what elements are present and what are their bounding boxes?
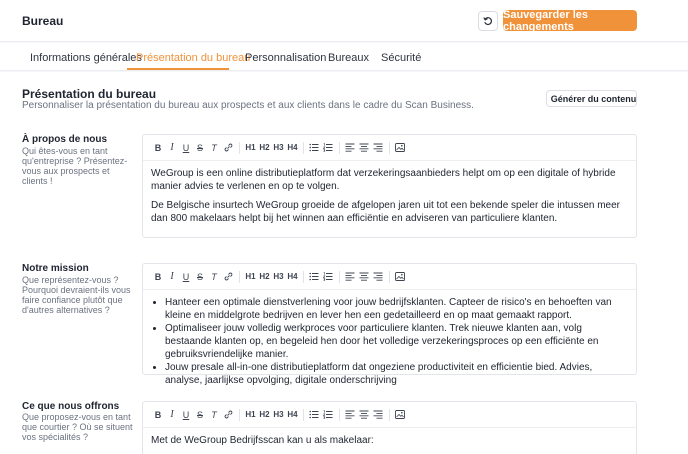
link-button[interactable] [222,408,234,421]
field-description-a-propos: Qui êtes-vous en tant qu'entreprise ? Présentez-vous aux prospects et clients ! [22,146,128,186]
toolbar-divider [339,271,340,283]
tab-presentation-bureau[interactable]: Présentation du bureau [136,52,251,64]
heading1-button[interactable]: H1 [245,143,256,152]
align-left-icon [345,272,355,281]
section-subtitle: Personnaliser la présentation du bureau aux prospects et aux clients dans le cadre du Scan Business. [22,100,474,111]
heading4-button[interactable]: H4 [287,272,298,281]
bold-button[interactable]: B [154,409,162,420]
clear-format-button[interactable]: T [211,409,217,420]
bold-button[interactable]: B [154,271,162,282]
page-title: Bureau [22,14,64,28]
numbered-list-icon [323,272,333,281]
align-center-icon [359,272,369,281]
paragraph: Met de WeGroup Bedrijfsscan kan u als makelaar: [151,435,374,446]
align-right-icon [373,143,383,152]
align-center-button[interactable] [358,408,370,421]
numbered-list-icon [323,143,333,152]
underline-button[interactable]: U [182,271,190,282]
strikethrough-button[interactable]: S [196,409,203,420]
save-changes-button[interactable]: Sauvegarder les changements [503,10,637,31]
toolbar-divider [303,409,304,421]
heading4-button[interactable]: H4 [287,143,298,152]
strikethrough-button[interactable]: S [196,271,203,282]
active-tab-indicator [127,68,229,70]
toolbar-divider [239,271,240,283]
heading4-button[interactable]: H4 [287,410,298,419]
clear-format-button[interactable]: T [211,271,217,282]
toolbar-divider [339,409,340,421]
editor-toolbar [143,264,636,290]
heading1-button[interactable]: H1 [245,410,256,419]
editor-content[interactable] [143,161,636,225]
heading1-button[interactable]: H1 [245,272,256,281]
italic-button[interactable]: I [170,142,174,153]
align-right-button[interactable] [372,408,384,421]
editor-toolbar [143,135,636,161]
editor-ce-que-nous-offrons[interactable] [142,401,637,454]
bullet-list-button[interactable] [308,408,320,421]
image-icon [395,143,405,152]
editor-content[interactable] [143,428,636,447]
insert-image-button[interactable] [394,408,406,421]
field-label-ce-que-nous-offrons: Ce que nous offrons [22,401,120,412]
tab-bureaux[interactable]: Bureaux [328,52,369,64]
toolbar-divider [239,142,240,154]
align-left-icon [345,143,355,152]
toolbar-divider [303,142,304,154]
link-button[interactable] [222,141,234,154]
italic-button[interactable]: I [170,409,174,420]
image-icon [395,272,405,281]
field-description-ce-que-nous-offrons: Que proposez-vous en tant que courtier ? Où se situent vos spécialités ? [22,412,133,442]
undo-icon [483,16,493,26]
heading2-button[interactable]: H2 [259,272,270,281]
bullet-list-button[interactable] [308,141,320,154]
numbered-list-button[interactable] [322,141,334,154]
link-icon [224,410,233,419]
bullet-list-button[interactable] [308,270,320,283]
top-bar [0,0,688,42]
bullet-list-icon [309,410,319,419]
paragraph: De Belgische insurtech WeGroup groeide de afgelopen jaren uit tot een bekende speler die intussen meer dan 800 makelaars helpt bij het winnen aan efficiëntie en adviseren van particuliere klanten. [151,200,620,224]
numbered-list-button[interactable] [322,270,334,283]
clear-format-button[interactable]: T [211,142,217,153]
editor-notre-mission[interactable] [142,263,637,386]
editor-toolbar [143,402,636,428]
toolbar-divider [389,271,390,283]
tab-securite[interactable]: Sécurité [381,52,422,64]
image-icon [395,410,405,419]
underline-button[interactable]: U [182,142,190,153]
bullet-list [151,296,628,387]
tab-personnalisation[interactable]: Personnalisation [245,52,327,64]
heading3-button[interactable]: H3 [273,410,284,419]
section-title: Présentation du bureau [22,87,157,101]
generate-content-button[interactable] [546,90,637,107]
tab-informations-generales[interactable]: Informations générales [30,52,142,64]
link-icon [224,272,233,281]
editor-content[interactable] [143,290,636,387]
align-right-icon [373,272,383,281]
numbered-list-button[interactable] [322,408,334,421]
insert-image-button[interactable] [394,141,406,154]
strikethrough-button[interactable]: S [196,142,203,153]
align-left-button[interactable] [344,270,356,283]
toolbar-divider [389,409,390,421]
heading3-button[interactable]: H3 [273,143,284,152]
field-label-a-propos: À propos de nous [22,134,107,145]
align-center-button[interactable] [358,141,370,154]
align-center-icon [359,410,369,419]
heading3-button[interactable]: H3 [273,272,284,281]
field-description-notre-mission: Que représentez-vous ? Pourquoi devraient-ils vous faire confiance plutôt que d'autres alternatives ? [22,275,131,315]
heading2-button[interactable]: H2 [259,143,270,152]
heading2-button[interactable]: H2 [259,410,270,419]
align-right-button[interactable] [372,270,384,283]
align-left-button[interactable] [344,141,356,154]
toolbar-divider [339,142,340,154]
toolbar-divider [303,271,304,283]
numbered-list-icon [323,410,333,419]
editor-a-propos[interactable] [142,134,637,238]
link-icon [224,143,233,152]
align-left-icon [345,410,355,419]
toolbar-divider [389,142,390,154]
generate-content-label: Générer du contenu [550,93,637,104]
align-right-button[interactable] [372,141,384,154]
toolbar-divider [239,409,240,421]
bullet-list-icon [309,272,319,281]
align-center-button[interactable] [358,270,370,283]
list-item: • Optimaliseer jouw volledig werkproces voor particuliere klanten. Trek nieuwe klanten aan, volg bestaande klanten op, en begeleid hen door het volledige verzekeringsproces op een efficiënte en gebruiksvriendelijke manier. [165,322,628,361]
field-label-notre-mission: Notre mission [22,263,89,274]
align-left-button[interactable] [344,408,356,421]
list-item: • Jouw presale all-in-one distributieplatform dat ongeziene productiviteit en efficientie bied. Advies, analyse, jaarlijkse opvolging, digitale onderschrijving [165,361,628,387]
align-center-icon [359,143,369,152]
link-button[interactable] [222,270,234,283]
italic-button[interactable]: I [170,271,174,282]
tab-bar [0,43,688,71]
insert-image-button[interactable] [394,270,406,283]
bullet-list-icon [309,143,319,152]
bold-button[interactable]: B [154,142,162,153]
list-item: • Hanteer een optimale dienstverlening voor jouw bedrijfsklanten. Capteer de risico's en behoeften van kleine en middelgrote bedrijven en lever hen een gedetailleerd en op maat gemaakt rapport. [165,296,628,322]
paragraph: WeGroup is een online distributieplatform dat verzekeringsaanbieders helpt om op een digitale of hybride manier advies te verlenen en op te volgen. [151,168,616,192]
underline-button[interactable]: U [182,409,190,420]
align-right-icon [373,410,383,419]
reset-button[interactable] [478,11,498,31]
